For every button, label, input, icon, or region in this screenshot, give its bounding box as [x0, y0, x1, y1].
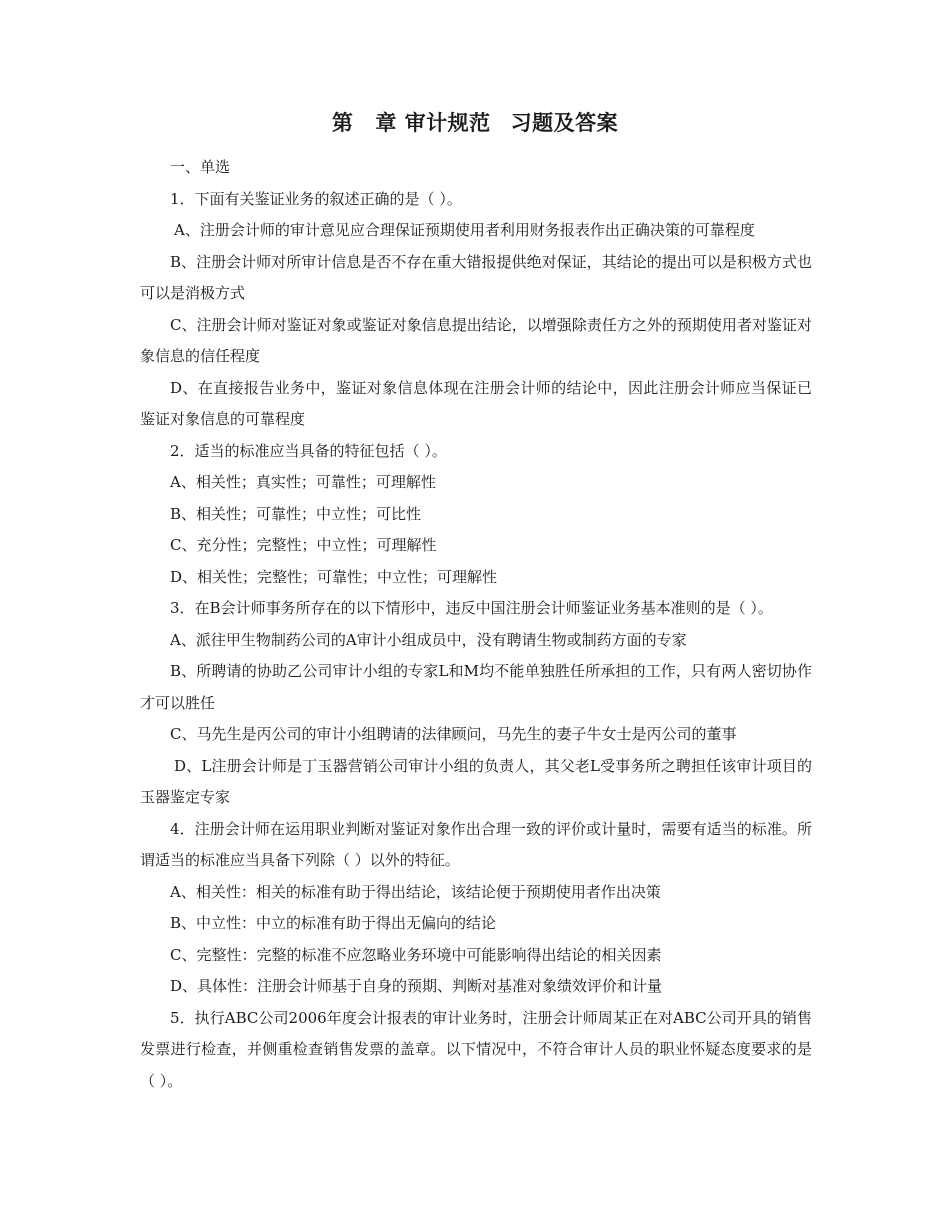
option-2c: C、充分性；完整性；中立性；可理解性: [170, 536, 437, 554]
question-4: 4．注册会计师在运用职业判断对鉴证对象作出合理一致的评价或计量时，需要有适当的标准。所谓适当的标准应当具备下列除（ ）以外的特征。: [140, 819, 812, 869]
option-2b: B、相关性；可靠性；中立性；可比性: [170, 504, 422, 523]
document-body: [140, 152, 812, 1097]
option-2d: D、相关性；完整性；可靠性；中立性；可理解性: [170, 567, 498, 586]
option-2a: A、相关性；真实性；可靠性；可理解性: [170, 473, 436, 491]
question-5: 5．执行ABC公司2006年度会计报表的审计业务时，注册会计师周某正在对ABC公司开具的销售发票进行检查，并侧重检查销售发票的盖章。以下情况中，不符合审计人员的职业怀疑态度要求的是（ ）。: [140, 1008, 812, 1090]
title-part-3: 习题及答案: [510, 111, 619, 135]
option-3c: C、马先生是丙公司的审计小组聘请的法律顾问，马先生的妻子牛女士是丙公司的董事: [170, 725, 737, 743]
option-4d: D、具体性：注册会计师基于自身的预期、判断对基准对象绩效评价和计量: [170, 977, 663, 995]
option-1c: C、注册会计师对鉴证对象或鉴证对象信息提出结论，以增强除责任方之外的预期使用者对鉴证对象信息的信任程度: [140, 315, 812, 365]
title-part-1: 第: [331, 111, 354, 135]
section-heading: 一、单选: [170, 158, 231, 176]
option-4a: A、相关性：相关的标准有助于得出结论，该结论便于预期使用者作出决策: [170, 882, 661, 901]
page-title: [0, 107, 950, 137]
question-1: 1．下面有关鉴证业务的叙述正确的是（ ）。: [170, 189, 462, 208]
option-1d: D、在直接报告业务中，鉴证对象信息体现在注册会计师的结论中，因此注册会计师应当保证已鉴证对象信息的可靠程度: [140, 378, 812, 428]
option-1a: A、注册会计师的审计意见应合理保证预期使用者利用财务报表作出正确决策的可靠程度: [174, 221, 755, 239]
title-part-2: 章 审计规范: [375, 111, 491, 135]
question-2: 2．适当的标准应当具备的特征包括（ ）。: [170, 441, 447, 460]
option-3b: B、所聘请的协助乙公司审计小组的专家L和M均不能单独胜任所承担的工作，只有两人密切协作才可以胜任: [140, 662, 812, 712]
option-3a: A、派往甲生物制药公司的A审计小组成员中，没有聘请生物或制药方面的专家: [170, 630, 687, 649]
option-1b: B、注册会计师对所审计信息是否不存在重大错报提供绝对保证，其结论的提出可以是积极方式也可以是消极方式: [140, 252, 812, 302]
option-4c: C、完整性：完整的标准不应忽略业务环境中可能影响得出结论的相关因素: [170, 945, 662, 964]
option-4b: B、中立性：中立的标准有助于得出无偏向的结论: [170, 914, 497, 932]
question-3: 3．在B会计师事务所存在的以下情形中，违反中国注册会计师鉴证业务基本准则的是（ ）。: [170, 599, 773, 617]
option-3d: D、L注册会计师是丁玉器营销公司审计小组的负责人，其父老L受事务所之聘担任该审计项目的玉器鉴定专家: [140, 756, 812, 806]
